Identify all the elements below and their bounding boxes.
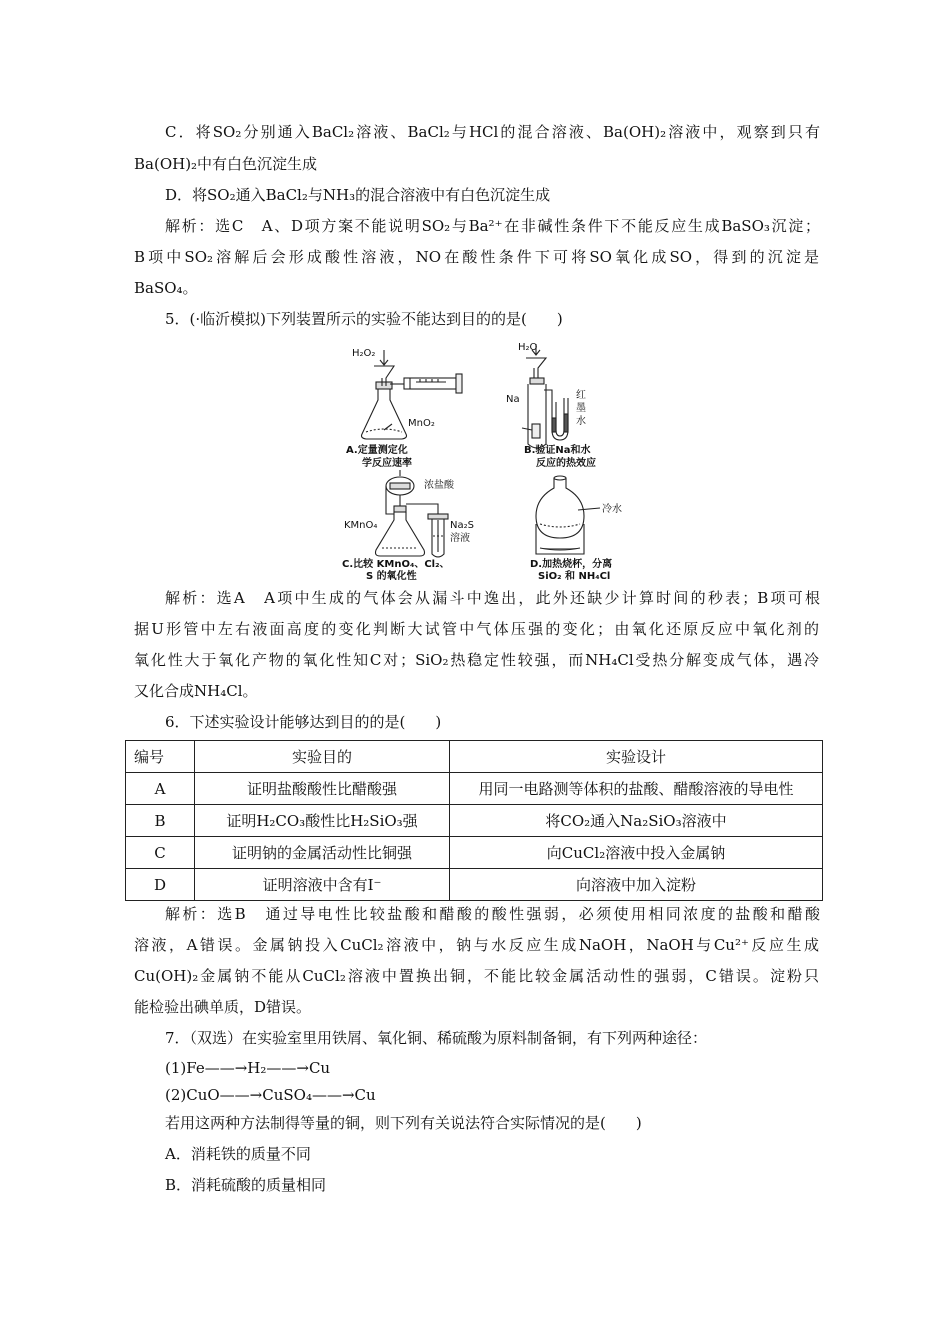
table-header-row [126,741,823,773]
table-row [126,869,823,901]
apparatus-b-setup [522,344,568,448]
table-cell: C [126,837,195,869]
table-cell: 证明H₂CO₃酸性比H₂SiO₃强 [195,805,450,837]
d-caption-1: D.加热烧杯，分离 [530,559,613,570]
a-h2o2-label: H₂O₂ [352,348,376,359]
table-cell: 用同一电路测等体积的盐酸、醋酸溶液的导电性 [450,773,823,805]
q7-route-1: (1)Fe——→H₂——→Cu [165,1059,331,1077]
table-header-cell: 实验目的 [195,741,450,773]
table-cell: 证明盐酸酸性比醋酸强 [195,773,450,805]
table-cell: 证明钠的金属活动性比铜强 [195,837,450,869]
table-cell: 向溶液中加入淀粉 [450,869,823,901]
q5-analysis-line4: 又化合成NH₄Cl。 [134,682,258,700]
table-cell: 证明溶液中含有I⁻ [195,869,450,901]
table-cell: 向CuCl₂溶液中投入金属钠 [450,837,823,869]
b-label-1: 红 [576,390,586,401]
q5-analysis-line3: 氧化性大于氧化产物的氧化性知C对；SiO₂热稳定性较强，而NH₄Cl受热分解变成气体，遇冷 [134,651,819,669]
q5-analysis-line2: 据U形管中左右液面高度的变化判断大试管中气体压强的变化；由氧化还原反应中氧化剂的 [134,620,819,638]
q4-option-c-line1: C．将SO₂分别通入BaCl₂溶液、BaCl₂与HCl的混合溶液、Ba(OH)₂溶液中，观察到只有 [165,123,820,141]
q6-stem: 6．下述实验设计能够达到目的的是( ) [165,713,442,731]
q5-analysis-line1: 解析：选A A项中生成的气体会从漏斗中逸出，此外还缺少计算时间的秒表；B项可根 [165,589,820,607]
q6-analysis-line2: 溶液，A错误。金属钠投入CuCl₂溶液中，钠与水反应生成NaOH，NaOH与Cu²⁺反应生成 [134,936,819,954]
a-mno2-label: MnO₂ [408,418,435,429]
table-cell: B [126,805,195,837]
table-row [126,837,823,869]
table-header-cell: 实验设计 [450,741,823,773]
q7-option-b: B．消耗硫酸的质量相同 [165,1176,327,1194]
b-caption-1: B.验证Na和水 [524,445,591,456]
b-label-2: 墨 [576,403,586,414]
c-kmno4-label: KMnO₄ [344,520,378,531]
d-cold-water-label: 冷水 [602,504,622,515]
table-cell: D [126,869,195,901]
table-row [126,805,823,837]
c-na2s-label: Na₂S [450,520,474,531]
c-hcl-label: 浓盐酸 [424,480,454,491]
table-cell: 将CO₂通入Na₂SiO₃溶液中 [450,805,823,837]
table-cell: A [126,773,195,805]
q6-analysis-line3: Cu(OH)₂金属钠不能从CuCl₂溶液中置换出铜，不能比较金属活动性的强弱，C错误。淀粉只 [134,967,819,985]
q7-option-a: A．消耗铁的质量不同 [165,1145,311,1163]
q7-route-2: (2)CuO——→CuSO₄——→Cu [165,1086,376,1104]
d-caption-2: SiO₂ 和 NH₄Cl [538,571,611,580]
b-caption-2: 反应的热效应 [536,458,596,469]
table-row [126,773,823,805]
b-label-3: 水 [576,416,586,427]
a-caption-1: A.定量测定化 [346,445,408,456]
q4-option-d: D．将SO₂通入BaCl₂与NH₃的混合溶液中有白色沉淀生成 [165,186,551,204]
a-caption-2: 学反应速率 [362,458,412,469]
q5-stem: 5．(·临沂模拟)下列装置所示的实验不能达到目的的是( ) [165,310,563,328]
b-h2o-label: H₂O [518,342,538,353]
c-caption-1: C.比较 KMnO₄、Cl₂、 [342,559,450,570]
q6-experiment-table [125,740,823,901]
q4-analysis-line3: BaSO₄。 [134,279,198,297]
q6-analysis-line4: 能检验出碘单质，D错误。 [134,998,312,1016]
q4-analysis-line1: 解析：选C A、D项方案不能说明SO₂与Ba²⁺在非碱性条件下不能反应生成BaSO₃沉淀； [165,217,820,235]
q7-question: 若用这两种方法制得等量的铜，则下列有关说法符合实际情况的是( ) [165,1114,642,1132]
q5-apparatus-figure [340,338,640,580]
q4-option-c-line2: Ba(OH)₂中有白色沉淀生成 [134,155,318,173]
q4-analysis-line2: B项中SO₂溶解后会形成酸性溶液，NO在酸性条件下可将SO氧化成SO，得到的沉淀是 [134,248,819,266]
table-header-cell: 编号 [126,741,195,773]
q7-stem: 7．（双选）在实验室里用铁屑、氧化铜、稀硫酸为原料制备铜，有下列两种途径： [165,1029,708,1047]
q6-analysis-line1: 解析：选B 通过导电性比较盐酸和醋酸的酸性强弱，必须使用相同浓度的盐酸和醋酸 [165,905,820,923]
apparatus-d-setup [536,476,600,554]
c-solution-label: 溶液 [450,533,470,544]
b-na-label: Na [506,394,520,405]
c-caption-2: S 的氧化性 [366,571,417,580]
